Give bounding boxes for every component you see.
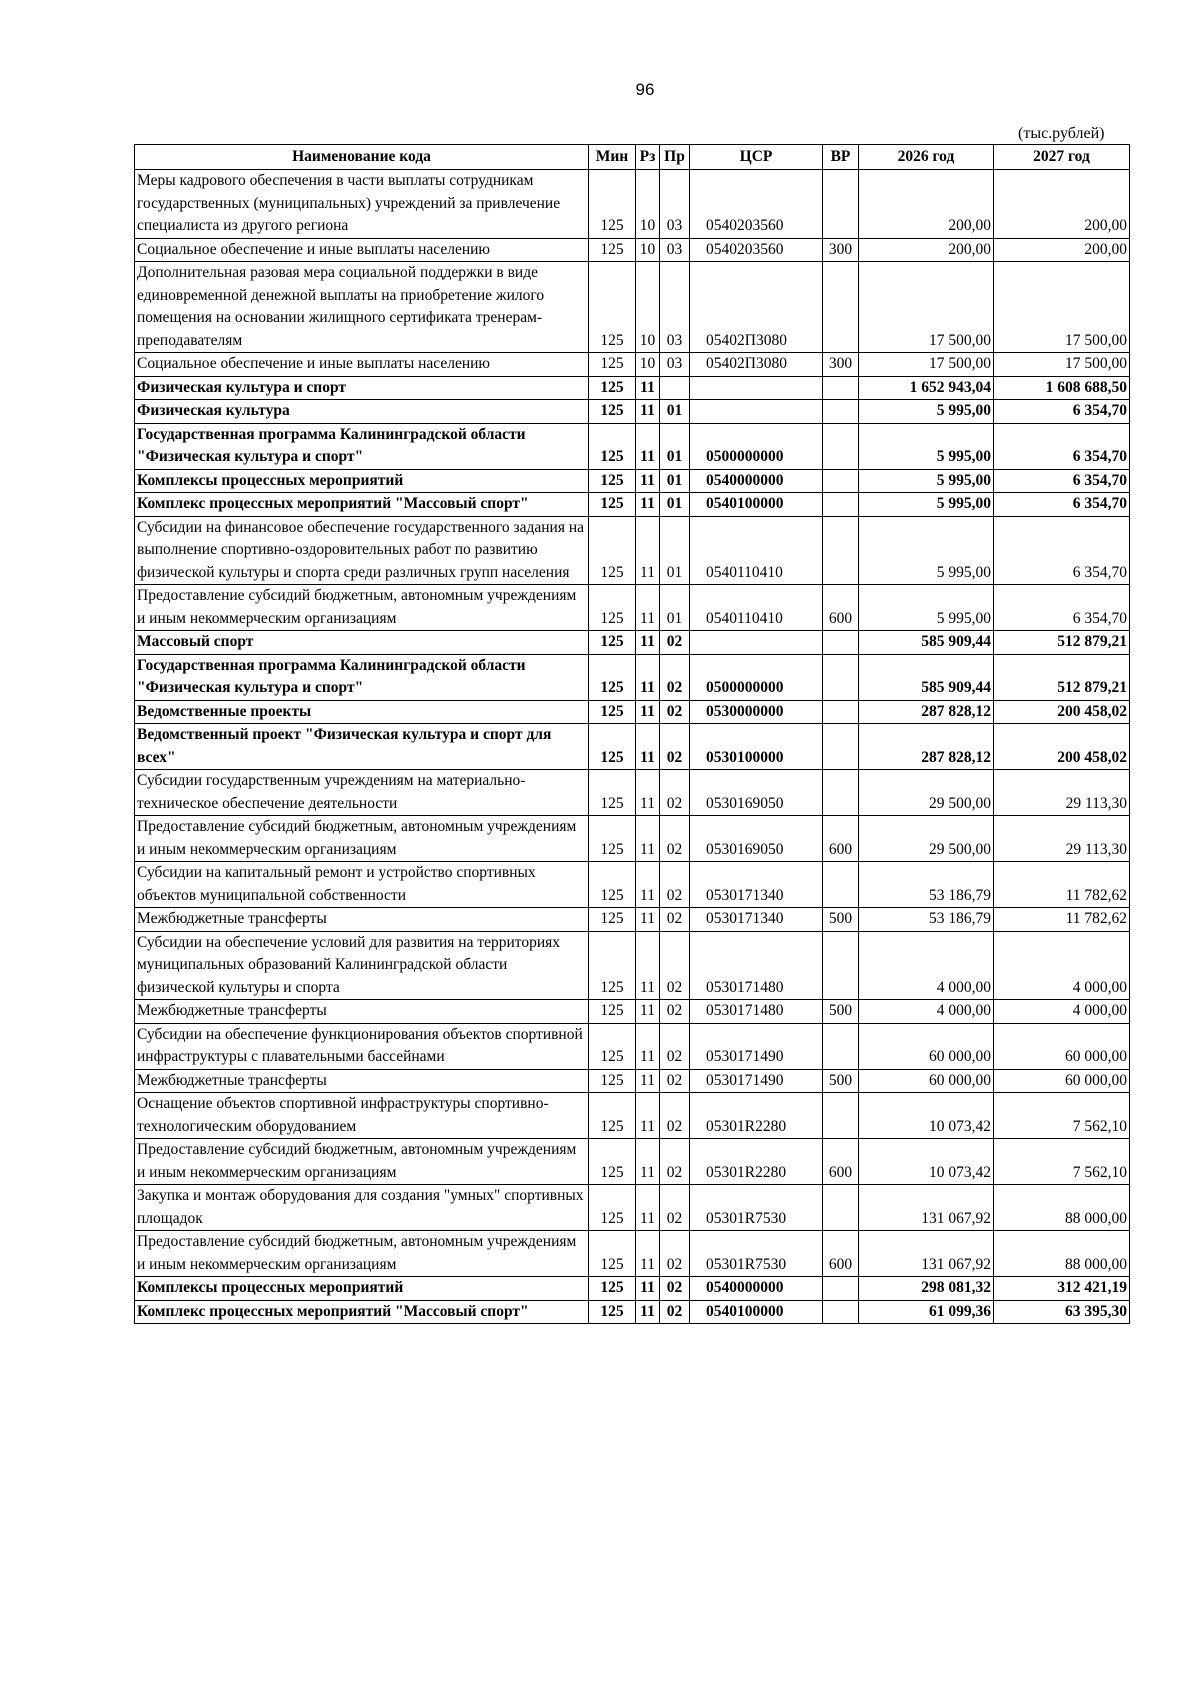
cell-csr: 0540203560: [690, 170, 823, 239]
cell-rz: 10: [636, 170, 660, 239]
table-row: [135, 816, 1130, 862]
cell-csr: [690, 400, 823, 424]
cell-vr: [823, 262, 859, 353]
cell-rz: 11: [636, 1300, 660, 1324]
header-vr: ВР: [823, 145, 859, 170]
table-row: [135, 353, 1130, 377]
cell-2026: 60 000,00: [859, 1069, 994, 1093]
budget-table: [134, 144, 1130, 1324]
cell-csr: 05301R2280: [690, 1139, 823, 1185]
cell-2026: 5 995,00: [859, 493, 994, 517]
cell-rz: 11: [636, 1000, 660, 1024]
cell-pr: 03: [660, 353, 690, 377]
table-row: [135, 724, 1130, 770]
cell-2026: 17 500,00: [859, 353, 994, 377]
cell-2026: 29 500,00: [859, 816, 994, 862]
cell-name: Субсидии на обеспечение условий для развития на территориях муниципальных образований Калининградской области физической культуры и спорта: [135, 931, 589, 1000]
cell-min: 125: [589, 724, 636, 770]
cell-name: Социальное обеспечение и иные выплаты населению: [135, 238, 589, 262]
cell-name: Массовый спорт: [135, 631, 589, 655]
page-number: 96: [635, 80, 655, 99]
cell-csr: 0540100000: [690, 493, 823, 517]
cell-name: Комплексы процессных мероприятий: [135, 1277, 589, 1301]
cell-csr: 0530000000: [690, 700, 823, 724]
cell-min: 125: [589, 353, 636, 377]
table-row: [135, 585, 1130, 631]
cell-2027: 6 354,70: [994, 469, 1130, 493]
cell-name: Оснащение объектов спортивной инфраструктуры спортивно-технологическим оборудованием: [135, 1093, 589, 1139]
cell-name: Комплекс процессных мероприятий "Массовый спорт": [135, 493, 589, 517]
cell-vr: [823, 1185, 859, 1231]
header-rz: Рз: [636, 145, 660, 170]
cell-min: 125: [589, 493, 636, 517]
cell-vr: 500: [823, 1000, 859, 1024]
cell-csr: 0500000000: [690, 423, 823, 469]
cell-vr: [823, 1277, 859, 1301]
cell-rz: 11: [636, 908, 660, 932]
cell-min: 125: [589, 262, 636, 353]
cell-vr: [823, 700, 859, 724]
cell-csr: [690, 376, 823, 400]
cell-csr: 0540100000: [690, 1300, 823, 1324]
cell-2027: 60 000,00: [994, 1023, 1130, 1069]
cell-rz: 11: [636, 1023, 660, 1069]
cell-2026: 585 909,44: [859, 631, 994, 655]
cell-name: Субсидии на финансовое обеспечение государственного задания на выполнение спортивно-оздоровительных работ по развитию физической культуры и спорта среди различных групп населения: [135, 516, 589, 585]
cell-min: 125: [589, 770, 636, 816]
cell-name: Предоставление субсидий бюджетным, автономным учреждениям и иным некоммерческим организациям: [135, 1231, 589, 1277]
cell-vr: [823, 423, 859, 469]
cell-2026: 131 067,92: [859, 1231, 994, 1277]
cell-min: 125: [589, 423, 636, 469]
cell-vr: [823, 376, 859, 400]
cell-csr: 0530171340: [690, 862, 823, 908]
table-row: [135, 1300, 1130, 1324]
cell-vr: [823, 724, 859, 770]
cell-2027: 4 000,00: [994, 931, 1130, 1000]
table-row: [135, 170, 1130, 239]
cell-rz: 11: [636, 1185, 660, 1231]
cell-2026: 585 909,44: [859, 654, 994, 700]
table-row: [135, 1139, 1130, 1185]
cell-2026: 200,00: [859, 170, 994, 239]
cell-name: Предоставление субсидий бюджетным, автономным учреждениям и иным некоммерческим организациям: [135, 585, 589, 631]
cell-2027: 6 354,70: [994, 423, 1130, 469]
cell-vr: [823, 493, 859, 517]
header-csr: ЦСР: [690, 145, 823, 170]
cell-csr: 05402П3080: [690, 353, 823, 377]
cell-2027: 29 113,30: [994, 770, 1130, 816]
cell-2027: 200,00: [994, 238, 1130, 262]
cell-2027: 88 000,00: [994, 1185, 1130, 1231]
cell-vr: 600: [823, 1231, 859, 1277]
header-min: Мин: [589, 145, 636, 170]
cell-2027: 6 354,70: [994, 585, 1130, 631]
cell-2026: 5 995,00: [859, 423, 994, 469]
cell-2026: 287 828,12: [859, 724, 994, 770]
cell-vr: 600: [823, 585, 859, 631]
cell-csr: 0530171480: [690, 1000, 823, 1024]
cell-pr: 02: [660, 862, 690, 908]
cell-name: Предоставление субсидий бюджетным, автономным учреждениям и иным некоммерческим организациям: [135, 816, 589, 862]
cell-pr: 02: [660, 1300, 690, 1324]
cell-2026: 53 186,79: [859, 862, 994, 908]
cell-2027: 200,00: [994, 170, 1130, 239]
cell-2027: 7 562,10: [994, 1139, 1130, 1185]
cell-2026: 131 067,92: [859, 1185, 994, 1231]
cell-min: 125: [589, 1000, 636, 1024]
table-row: [135, 654, 1130, 700]
cell-vr: [823, 1023, 859, 1069]
cell-min: 125: [589, 631, 636, 655]
cell-vr: [823, 469, 859, 493]
cell-name: Субсидии на обеспечение функционирования объектов спортивной инфраструктуры с плавательными бассейнами: [135, 1023, 589, 1069]
cell-name: Государственная программа Калининградской области "Физическая культура и спорт": [135, 423, 589, 469]
cell-min: 125: [589, 1277, 636, 1301]
cell-min: 125: [589, 908, 636, 932]
cell-rz: 11: [636, 724, 660, 770]
cell-vr: 300: [823, 238, 859, 262]
cell-csr: 0540110410: [690, 516, 823, 585]
cell-csr: 0530169050: [690, 770, 823, 816]
cell-2026: 10 073,42: [859, 1093, 994, 1139]
cell-min: 125: [589, 1231, 636, 1277]
table-row: [135, 262, 1130, 353]
cell-pr: 02: [660, 908, 690, 932]
cell-pr: 01: [660, 469, 690, 493]
cell-rz: 10: [636, 262, 660, 353]
cell-csr: 0540203560: [690, 238, 823, 262]
cell-rz: 11: [636, 631, 660, 655]
cell-name: Государственная программа Калининградской области "Физическая культура и спорт": [135, 654, 589, 700]
cell-csr: 05301R2280: [690, 1093, 823, 1139]
cell-name: Субсидии на капитальный ремонт и устройство спортивных объектов муниципальной собственности: [135, 862, 589, 908]
cell-csr: 0540110410: [690, 585, 823, 631]
cell-csr: 0530169050: [690, 816, 823, 862]
units-label: (тыс.рублей): [1018, 125, 1105, 142]
cell-min: 125: [589, 862, 636, 908]
cell-rz: 10: [636, 238, 660, 262]
table-row: [135, 770, 1130, 816]
cell-2026: 4 000,00: [859, 1000, 994, 1024]
cell-rz: 11: [636, 1139, 660, 1185]
cell-pr: 01: [660, 423, 690, 469]
table-row: [135, 1069, 1130, 1093]
cell-name: Субсидии государственным учреждениям на материально-техническое обеспечение деятельности: [135, 770, 589, 816]
cell-csr: 0540000000: [690, 1277, 823, 1301]
cell-min: 125: [589, 400, 636, 424]
cell-2027: 512 879,21: [994, 654, 1130, 700]
cell-vr: [823, 516, 859, 585]
cell-min: 125: [589, 1300, 636, 1324]
cell-min: 125: [589, 1023, 636, 1069]
cell-vr: [823, 931, 859, 1000]
cell-rz: 11: [636, 493, 660, 517]
cell-name: Социальное обеспечение и иные выплаты населению: [135, 353, 589, 377]
cell-2026: 53 186,79: [859, 908, 994, 932]
cell-rz: 11: [636, 1093, 660, 1139]
cell-2026: 61 099,36: [859, 1300, 994, 1324]
cell-pr: 02: [660, 724, 690, 770]
cell-rz: 11: [636, 700, 660, 724]
cell-rz: 11: [636, 1277, 660, 1301]
cell-name: Физическая культура: [135, 400, 589, 424]
cell-rz: 11: [636, 1069, 660, 1093]
cell-csr: 05301R7530: [690, 1231, 823, 1277]
cell-2027: 6 354,70: [994, 400, 1130, 424]
cell-2026: 5 995,00: [859, 400, 994, 424]
cell-vr: [823, 770, 859, 816]
header-pr: Пр: [660, 145, 690, 170]
cell-vr: 300: [823, 353, 859, 377]
cell-min: 125: [589, 238, 636, 262]
cell-name: Предоставление субсидий бюджетным, автономным учреждениям и иным некоммерческим организациям: [135, 1139, 589, 1185]
cell-vr: [823, 654, 859, 700]
cell-name: Дополнительная разовая мера социальной поддержки в виде единовременной денежной выплаты на приобретение жилого помещения на основании жилищного сертификата тренерам-преподавателям: [135, 262, 589, 353]
cell-2027: 60 000,00: [994, 1069, 1130, 1093]
cell-rz: 10: [636, 353, 660, 377]
cell-name: Физическая культура и спорт: [135, 376, 589, 400]
cell-vr: [823, 1300, 859, 1324]
table-row: [135, 631, 1130, 655]
cell-rz: 11: [636, 469, 660, 493]
cell-rz: 11: [636, 516, 660, 585]
table-row: [135, 908, 1130, 932]
cell-min: 125: [589, 516, 636, 585]
cell-2027: 29 113,30: [994, 816, 1130, 862]
cell-rz: 11: [636, 862, 660, 908]
cell-name: Меры кадрового обеспечения в части выплаты сотрудникам государственных (муниципальных) учреждений за привлечение специалиста из другого региона: [135, 170, 589, 239]
cell-min: 125: [589, 816, 636, 862]
cell-2027: 7 562,10: [994, 1093, 1130, 1139]
cell-2026: 298 081,32: [859, 1277, 994, 1301]
table-row: [135, 1093, 1130, 1139]
cell-csr: 0530171340: [690, 908, 823, 932]
cell-csr: [690, 631, 823, 655]
cell-csr: 05301R7530: [690, 1185, 823, 1231]
cell-min: 125: [589, 700, 636, 724]
cell-min: 125: [589, 469, 636, 493]
cell-vr: 600: [823, 1139, 859, 1185]
cell-vr: [823, 862, 859, 908]
cell-rz: 11: [636, 423, 660, 469]
cell-pr: 02: [660, 931, 690, 1000]
cell-2027: 200 458,02: [994, 700, 1130, 724]
table-row: [135, 1185, 1130, 1231]
cell-min: 125: [589, 1185, 636, 1231]
cell-name: Межбюджетные трансферты: [135, 1069, 589, 1093]
cell-pr: 02: [660, 700, 690, 724]
cell-vr: 600: [823, 816, 859, 862]
table-header-row: [135, 145, 1130, 170]
cell-rz: 11: [636, 931, 660, 1000]
cell-min: 125: [589, 1069, 636, 1093]
cell-name: Комплексы процессных мероприятий: [135, 469, 589, 493]
table-row: [135, 238, 1130, 262]
cell-pr: [660, 376, 690, 400]
cell-2027: 17 500,00: [994, 353, 1130, 377]
cell-csr: 0530100000: [690, 724, 823, 770]
cell-vr: [823, 170, 859, 239]
cell-pr: 01: [660, 400, 690, 424]
cell-min: 125: [589, 654, 636, 700]
cell-rz: 11: [636, 654, 660, 700]
cell-rz: 11: [636, 376, 660, 400]
cell-rz: 11: [636, 400, 660, 424]
cell-2027: 11 782,62: [994, 862, 1130, 908]
table-row: [135, 931, 1130, 1000]
cell-pr: 02: [660, 1023, 690, 1069]
table-row: [135, 1023, 1130, 1069]
cell-2027: 6 354,70: [994, 493, 1130, 517]
cell-pr: 02: [660, 1277, 690, 1301]
cell-2027: 312 421,19: [994, 1277, 1130, 1301]
table-row: [135, 493, 1130, 517]
table-row: [135, 1000, 1130, 1024]
cell-pr: 03: [660, 238, 690, 262]
cell-csr: 0530171490: [690, 1023, 823, 1069]
cell-2027: 11 782,62: [994, 908, 1130, 932]
table-body: [135, 170, 1130, 1324]
cell-2026: 17 500,00: [859, 262, 994, 353]
cell-pr: 02: [660, 1139, 690, 1185]
cell-csr: 05402П3080: [690, 262, 823, 353]
cell-pr: 01: [660, 516, 690, 585]
cell-vr: [823, 1093, 859, 1139]
cell-rz: 11: [636, 1231, 660, 1277]
cell-min: 125: [589, 1093, 636, 1139]
table-row: [135, 1231, 1130, 1277]
cell-csr: 0500000000: [690, 654, 823, 700]
header-2027: 2027 год: [994, 145, 1130, 170]
cell-2026: 5 995,00: [859, 585, 994, 631]
table-row: [135, 469, 1130, 493]
cell-2026: 4 000,00: [859, 931, 994, 1000]
table-row: [135, 376, 1130, 400]
header-2026: 2026 год: [859, 145, 994, 170]
cell-name: Закупка и монтаж оборудования для создания "умных" спортивных площадок: [135, 1185, 589, 1231]
cell-pr: 03: [660, 170, 690, 239]
cell-2027: 17 500,00: [994, 262, 1130, 353]
cell-name: Межбюджетные трансферты: [135, 908, 589, 932]
table-row: [135, 700, 1130, 724]
cell-pr: 02: [660, 654, 690, 700]
cell-2026: 287 828,12: [859, 700, 994, 724]
cell-csr: 0530171480: [690, 931, 823, 1000]
cell-min: 125: [589, 170, 636, 239]
cell-2027: 512 879,21: [994, 631, 1130, 655]
cell-2027: 88 000,00: [994, 1231, 1130, 1277]
header-name: Наименование кода: [135, 145, 589, 170]
cell-2027: 200 458,02: [994, 724, 1130, 770]
cell-name: Межбюджетные трансферты: [135, 1000, 589, 1024]
cell-pr: 02: [660, 1093, 690, 1139]
cell-pr: 02: [660, 770, 690, 816]
cell-vr: [823, 400, 859, 424]
cell-pr: 03: [660, 262, 690, 353]
cell-2026: 1 652 943,04: [859, 376, 994, 400]
table-row: [135, 400, 1130, 424]
cell-2027: 1 608 688,50: [994, 376, 1130, 400]
cell-rz: 11: [636, 770, 660, 816]
cell-pr: 02: [660, 1000, 690, 1024]
table-row: [135, 1277, 1130, 1301]
cell-2026: 200,00: [859, 238, 994, 262]
cell-min: 125: [589, 931, 636, 1000]
cell-pr: 01: [660, 493, 690, 517]
cell-rz: 11: [636, 816, 660, 862]
cell-vr: [823, 631, 859, 655]
cell-min: 125: [589, 376, 636, 400]
cell-2027: 6 354,70: [994, 516, 1130, 585]
cell-min: 125: [589, 585, 636, 631]
cell-2026: 60 000,00: [859, 1023, 994, 1069]
cell-name: Ведомственный проект "Физическая культура и спорт для всех": [135, 724, 589, 770]
table-row: [135, 862, 1130, 908]
cell-min: 125: [589, 1139, 636, 1185]
table-row: [135, 516, 1130, 585]
cell-2026: 5 995,00: [859, 469, 994, 493]
cell-pr: 02: [660, 816, 690, 862]
cell-2026: 10 073,42: [859, 1139, 994, 1185]
cell-pr: 02: [660, 1231, 690, 1277]
cell-2026: 29 500,00: [859, 770, 994, 816]
cell-pr: 02: [660, 1185, 690, 1231]
table-row: [135, 423, 1130, 469]
cell-2026: 5 995,00: [859, 516, 994, 585]
cell-pr: 02: [660, 1069, 690, 1093]
cell-name: Комплекс процессных мероприятий "Массовый спорт": [135, 1300, 589, 1324]
cell-name: Ведомственные проекты: [135, 700, 589, 724]
cell-rz: 11: [636, 585, 660, 631]
cell-csr: 0530171490: [690, 1069, 823, 1093]
cell-csr: 0540000000: [690, 469, 823, 493]
cell-2027: 63 395,30: [994, 1300, 1130, 1324]
cell-vr: 500: [823, 908, 859, 932]
cell-2027: 4 000,00: [994, 1000, 1130, 1024]
cell-vr: 500: [823, 1069, 859, 1093]
cell-pr: 02: [660, 631, 690, 655]
cell-pr: 01: [660, 585, 690, 631]
